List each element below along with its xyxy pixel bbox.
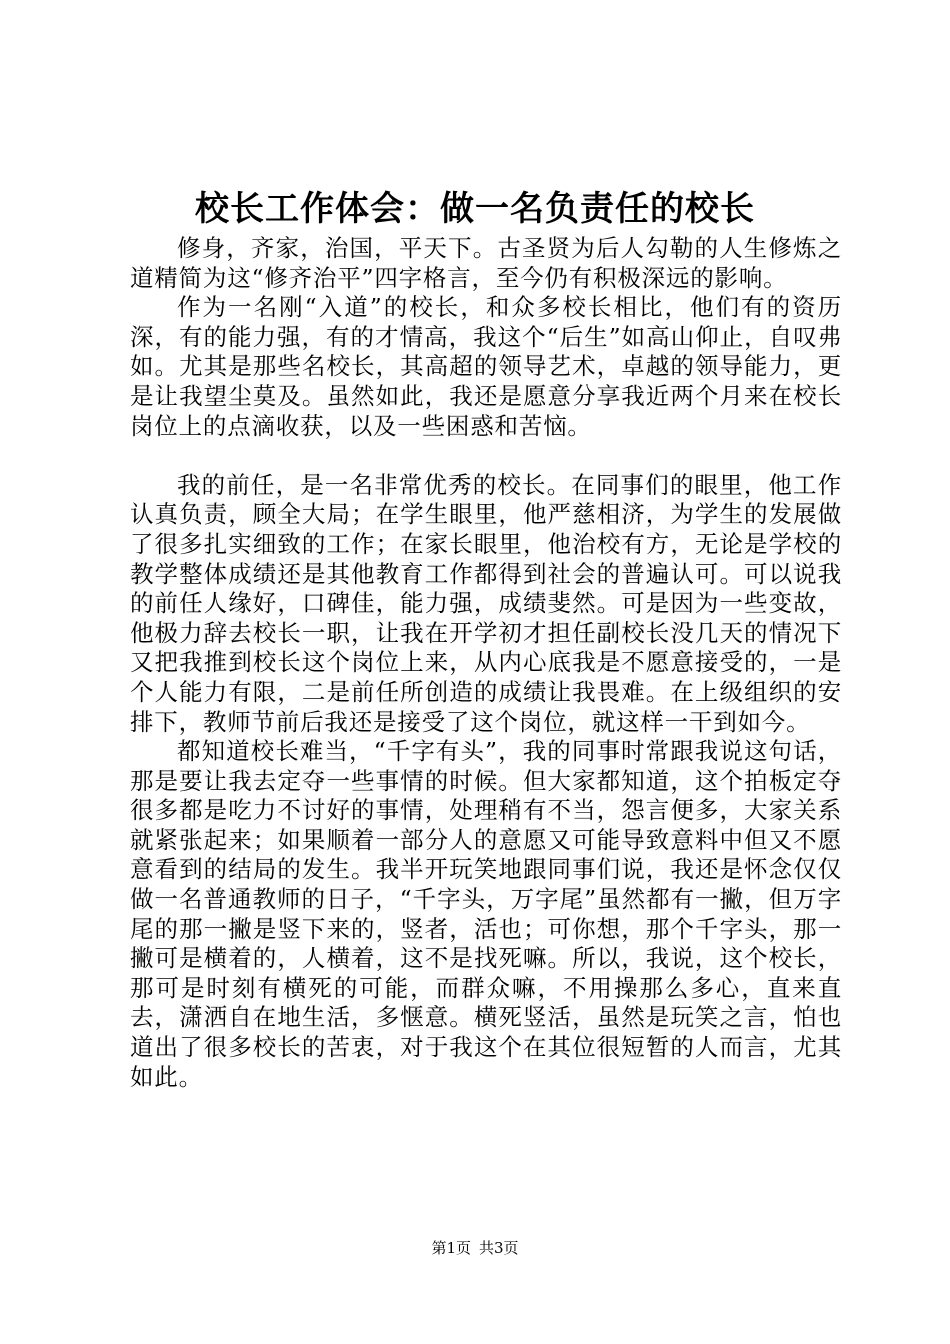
page-number: 第1页 <box>431 1239 471 1257</box>
paragraph: 修身，齐家，治国，平天下。古圣贤为后人勾勒的人生修炼之道精简为这“修齐治平”四字格言，至今仍有积极深远的影响。 <box>130 234 842 292</box>
paragraph: 作为一名刚“入道”的校长，和众多校长相比，他们有的资历深，有的能力强，有的才情高，我这个“后生”如高山仰止，自叹弗如。尤其是那些名校长，其高超的领导艺术，卓越的领导能力，更是让我望尘莫及。虽然如此，我还是愿意分享我近两个月来在校长岗位上的点滴收获，以及一些困惑和苦恼。 <box>130 293 842 440</box>
paragraph: 都知道校长难当，“千字有头”，我的同事时常跟我说这句话，那是要让我去定夺一些事情的时候。但大家都知道，这个拍板定夺很多都是吃力不讨好的事情，处理稍有不当，怨言便多，大家关系就紧张起来；如果顺着一部分人的意愿又可能导致意料中但又不愿意看到的结局的发生。我半开玩笑地跟同事们说，我还是怀念仅仅做一名普通教师的日子，“千字头，万字尾”虽然都有一撇，但万字尾的那一撇是竖下来的，竖者，活也；可你想，那个千字头，那一撇可是横着的，人横着，这不是找死嘛。所以，我说，这个校长，那可是时刻有横死的可能，而群众嘛，不用操那么多心，直来直去，潇洒自在地生活，多惬意。横死竖活，虽然是玩笑之言，怕也道出了很多校长的苦衷，对于我这个在其位很短暂的人而言，尤其如此。 <box>130 737 842 1091</box>
paragraph: 我的前任，是一名非常优秀的校长。在同事们的眼里，他工作认真负责，顾全大局；在学生眼里，他严慈相济，为学生的发展做了很多扎实细致的工作；在家长眼里，他治校有方，无论是学校的教学整体成绩还是其他教育工作都得到社会的普遍认可。可以说我的前任人缘好，口碑佳，能力强，成绩斐然。可是因为一些变故，他极力辞去校长一职，让我在开学初才担任副校长没几天的情况下又把我推到校长这个岗位上来，从内心底我是不愿意接受的，一是个人能力有限，二是前任所创造的成绩让我畏难。在上级组织的安排下，教师节前后我还是接受了这个岗位，就这样一干到如今。 <box>130 470 842 736</box>
page-total: 共3页 <box>479 1239 519 1257</box>
document-title: 校长工作体会：做一名负责任的校长 <box>195 189 755 229</box>
document-body <box>130 234 842 1092</box>
page-footer <box>0 1238 950 1258</box>
